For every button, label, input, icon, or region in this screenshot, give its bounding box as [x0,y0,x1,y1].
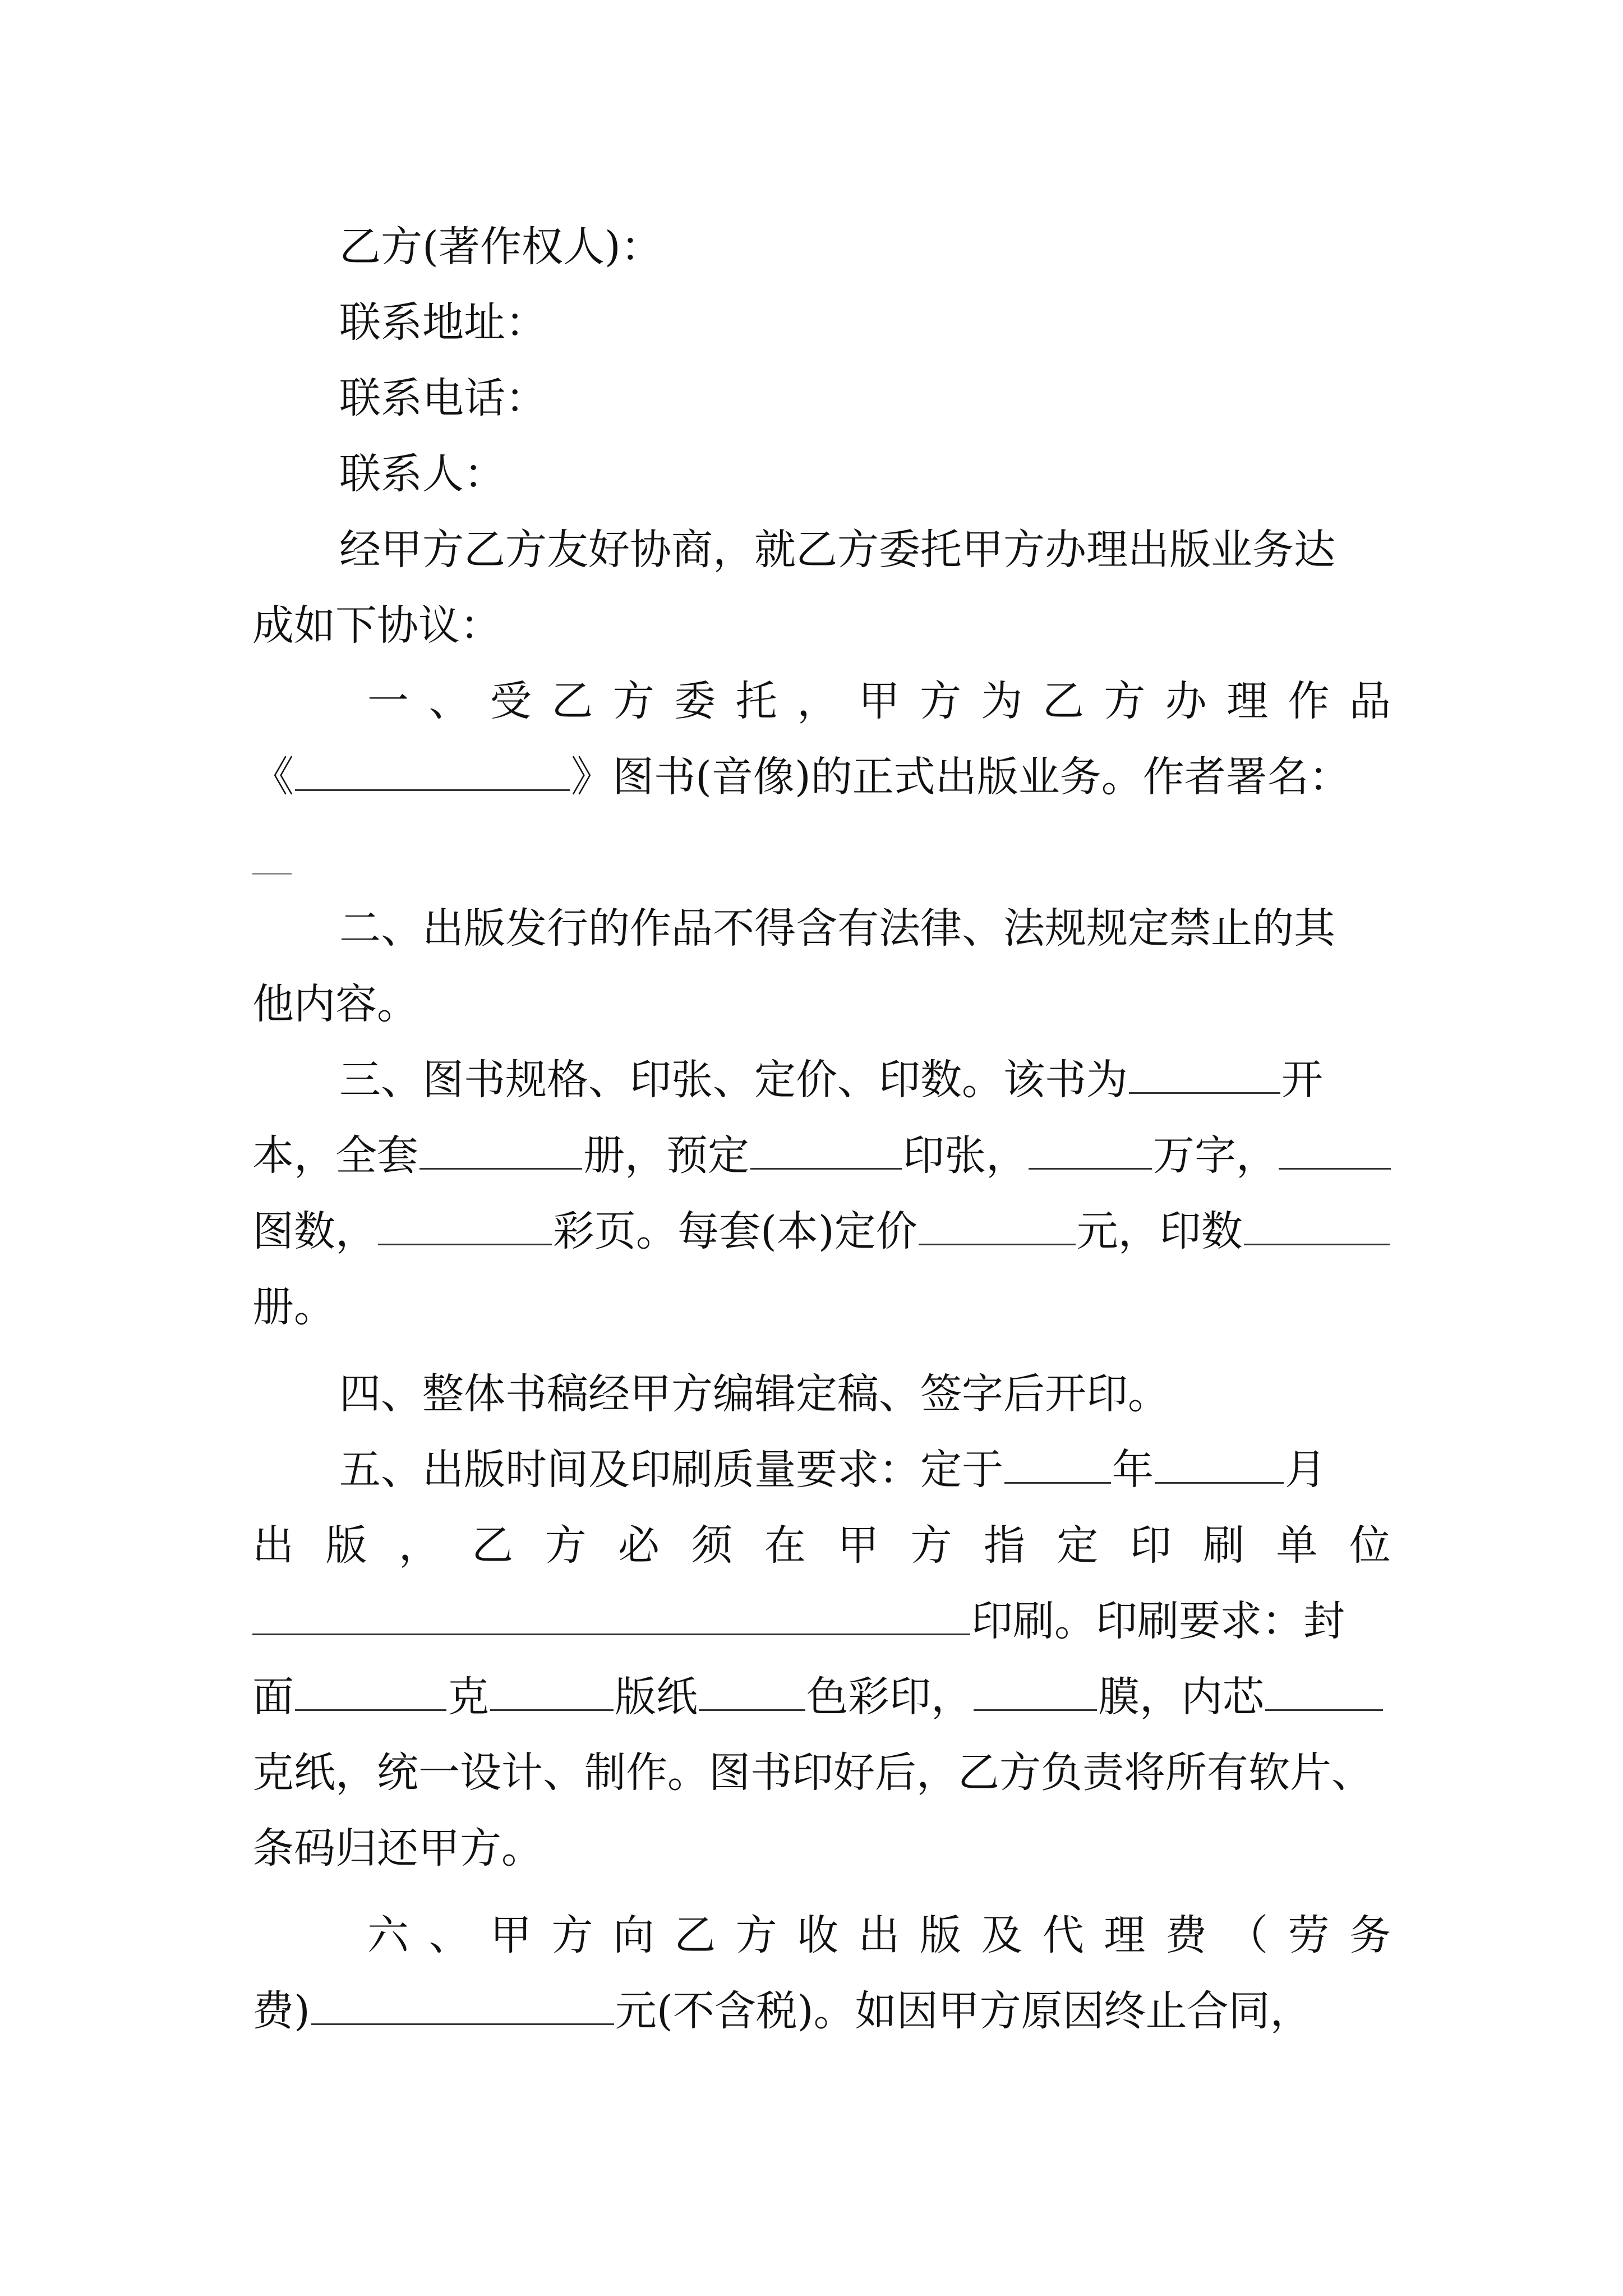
char: 托 [735,677,777,725]
clause-5-line-6: 条码归还甲方。 [252,1824,543,1872]
author-name-blank [252,873,292,875]
clause-5-text-c: 月 [1285,1446,1326,1494]
price-blank [919,1210,1076,1245]
clause-6-text-b: 元(不含税)。如因甲方原因终止合同， [615,1987,1312,2035]
char: 理 [1104,1911,1146,1959]
clause-1-line-2-text: 》图书(音像)的正式出版业务。作者署名： [571,753,1350,801]
char: 方 [551,1911,593,1959]
char: ， [398,1521,440,1570]
clause-5-line-2 [252,1509,1391,1582]
color-pages-blank [378,1210,552,1245]
clause-5-text-g: 版纸 [615,1673,698,1721]
clause-6-line-1 [367,1899,1391,1972]
clause-3-text-g: 图数， [252,1207,377,1255]
char: 定 [1057,1521,1099,1570]
char: 刷 [1203,1521,1245,1570]
char: 出 [252,1521,294,1570]
char: 、 [428,1911,471,1959]
clause-5-line-4 [252,1660,1391,1733]
char: 乙 [1042,677,1084,725]
paper-type-blank [490,1676,614,1711]
char: 出 [858,1911,900,1959]
char: 方 [735,1911,777,1959]
year-blank [1004,1448,1111,1484]
book-title-blank [295,756,570,791]
char: 甲 [837,1521,879,1570]
clause-5-text-e: 面 [252,1673,294,1721]
clause-5-text-b: 年 [1112,1446,1154,1494]
char: 乙 [472,1521,514,1570]
char: 受 [490,677,532,725]
intro-line-1: 经甲方乙方友好协商，就乙方委托甲方办理出版业务达 [339,526,1335,574]
char: 劳 [1288,1911,1330,1959]
phone-line: 联系电话： [339,374,547,422]
clause-3-text-f: 万字， [1153,1131,1278,1180]
char: 委 [674,677,716,725]
contact-line: 联系人： [339,450,505,498]
clause-3-text-i: 元，印数 [1076,1207,1243,1255]
clause-3-text-h: 彩页。每套(本)定价 [553,1207,917,1255]
clause-2-line-1: 二、出版发行的作品不得含有法律、法规规定禁止的其 [339,904,1335,953]
char: 办 [1165,677,1207,725]
figures-blank [1279,1134,1391,1170]
format-blank [1129,1059,1280,1094]
char: 务 [1349,1911,1391,1959]
char: 向 [612,1911,654,1959]
clause-5-text-d: 印刷。印刷要求：封 [971,1597,1345,1645]
char: 印 [1129,1521,1172,1570]
clause-4-line: 四、整体书稿经甲方编辑定稿、签字后开印。 [339,1370,1169,1418]
clause-1-line-1 [367,665,1391,738]
printer-blank [252,1600,970,1635]
clause-5-text-a: 五、出版时间及印刷质量要求：定于 [339,1446,1003,1494]
clause-3-line-1 [339,1043,1391,1116]
clause-3-text-b: 开 [1281,1056,1323,1104]
char: 为 [981,677,1023,725]
clause-5-line-3 [252,1585,1391,1658]
char: 版 [325,1521,367,1570]
clause-5-text-i: 膜，内芯 [1098,1673,1264,1721]
char: 一 [367,677,409,725]
clause-5-line-5: 克纸，统一设计、制作。图书印好后，乙方负责将所有软片、 [252,1749,1373,1797]
clause-3-text-a: 三、图书规格、印张、定价、印数。该书为 [339,1056,1128,1104]
clause-3-text-e: 印张， [903,1131,1027,1180]
clause-3-line-2 [252,1119,1391,1192]
char: 位 [1349,1521,1391,1570]
clause-3-text-c: 本，全套 [252,1131,418,1180]
char: 甲 [490,1911,532,1959]
volumes-blank [419,1134,582,1170]
book-title-open: 《 [252,753,294,801]
clause-3-line-3 [252,1195,1391,1268]
char: 费 [1165,1911,1207,1959]
char: 方 [612,677,654,725]
char: 单 [1276,1521,1318,1570]
char: （ [1227,1911,1269,1959]
film-blank [974,1676,1097,1711]
char: 、 [428,677,471,725]
print-run-blank [1244,1210,1390,1245]
clause-6-text-a: 费) [252,1987,310,2035]
fee-blank [311,1990,614,2025]
char: 甲 [858,677,900,725]
char: 作 [1288,677,1330,725]
sheets-blank [750,1134,902,1170]
color-count-blank [699,1676,805,1711]
char: 及 [981,1911,1023,1959]
char: 乙 [674,1911,716,1959]
char: 方 [1104,677,1146,725]
clause-1-line-2 [252,740,1391,813]
char: 代 [1042,1911,1084,1959]
month-blank [1155,1448,1284,1484]
clause-3-line-4: 册。 [252,1283,335,1331]
char: 六 [367,1911,409,1959]
char: 收 [797,1911,839,1959]
char: 乙 [551,677,593,725]
clause-6-line-2 [252,1975,1391,2047]
char: 方 [910,1521,952,1570]
char: 方 [919,677,961,725]
cover-weight-blank [295,1676,446,1711]
char: 须 [691,1521,733,1570]
char: 必 [617,1521,660,1570]
char: 理 [1227,677,1269,725]
char: 在 [764,1521,806,1570]
words-blank [1029,1134,1152,1170]
char: ， [797,677,839,725]
party-b-line: 乙方(著作权人)： [339,223,662,271]
inner-paper-blank [1265,1676,1383,1711]
intro-line-2: 成如下协议： [252,601,501,650]
clause-5-text-h: 色彩印， [806,1673,972,1721]
char: 方 [545,1521,587,1570]
clause-5-line-1 [339,1433,1391,1506]
clause-2-line-2: 他内容。 [252,980,418,1028]
char: 指 [983,1521,1025,1570]
clause-3-text-d: 册，预定 [583,1131,749,1180]
address-line: 联系地址： [339,298,547,347]
char: 版 [919,1911,961,1959]
clause-5-text-f: 克 [448,1673,489,1721]
char: 品 [1349,677,1391,725]
